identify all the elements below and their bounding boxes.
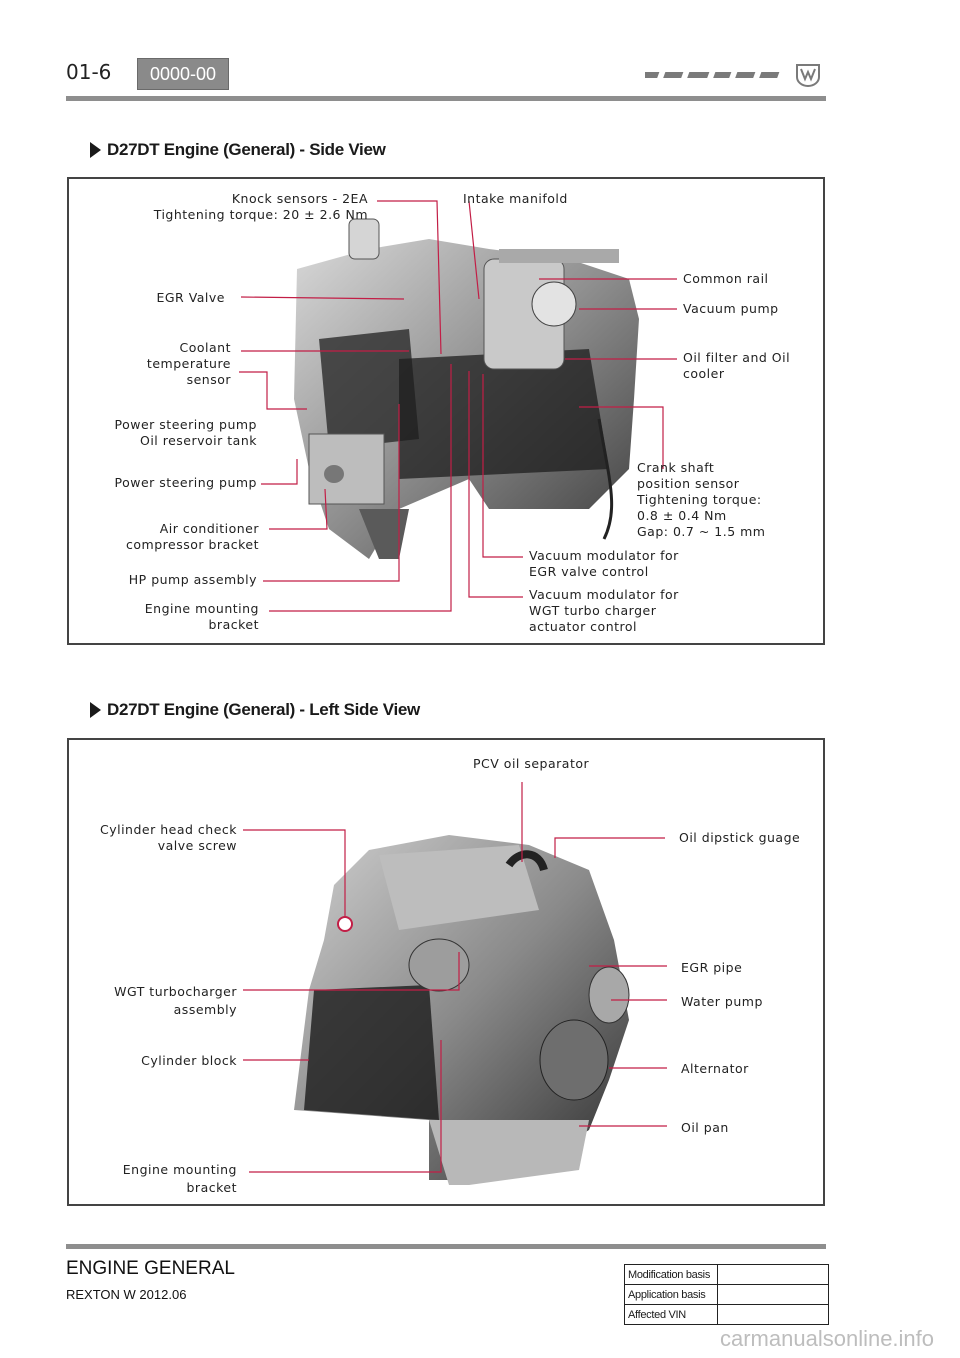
label-crank-1: Crank shaft — [637, 460, 715, 475]
label-mount-1: Engine mounting — [144, 601, 259, 616]
table-value — [718, 1265, 829, 1285]
table-row — [625, 1265, 829, 1285]
label-cylinder-block: Cylinder block — [141, 1053, 237, 1068]
ssangyong-emblem-icon — [797, 65, 819, 86]
table-key: Affected VIN — [625, 1305, 718, 1325]
label-coolant-1: Coolant — [179, 340, 231, 355]
label-ps-tank-2: Oil reservoir tank — [139, 433, 257, 448]
table-key: Application basis — [625, 1285, 718, 1305]
section1-title-text: D27DT Engine (General) - Side View — [107, 140, 386, 159]
table-row — [625, 1285, 829, 1305]
label-coolant-2: temperature — [146, 356, 231, 371]
label-ac-1: Air conditioner — [159, 521, 259, 536]
section-code-badge: 0000-00 — [137, 58, 229, 90]
label-wgt-1: WGT turbocharger — [114, 984, 237, 999]
label-egr-valve: EGR Valve — [156, 290, 225, 305]
label-crank-3: Tightening torque: — [637, 492, 762, 507]
label-vac-egr-2: EGR valve control — [529, 564, 649, 579]
label-vac-wgt-3: actuator control — [529, 619, 638, 634]
section2-title-text: D27DT Engine (General) - Left Side View — [107, 700, 420, 719]
bullet-triangle-icon — [90, 142, 101, 158]
page-number: 01-6 — [66, 60, 112, 84]
label-hp-pump: HP pump assembly — [128, 572, 257, 587]
leader-ps-pump — [261, 459, 297, 484]
left-side-view-figure — [67, 738, 825, 1206]
label-ac-2: compressor bracket — [126, 537, 259, 552]
label-crank-5: Gap: 0.7 ~ 1.5 mm — [637, 524, 766, 539]
label-mount-1: Engine mounting — [122, 1162, 237, 1177]
label-cyl-head-2: valve screw — [157, 838, 237, 853]
label-vac-wgt-2: WGT turbo charger — [529, 603, 657, 618]
header-rule — [66, 96, 826, 101]
watermark: carmanualsonline.info — [720, 1326, 935, 1351]
rexton-logo — [645, 62, 825, 88]
label-vac-wgt-1: Vacuum modulator for — [529, 587, 679, 602]
label-vacuum-pump: Vacuum pump — [683, 301, 779, 316]
label-egr-pipe: EGR pipe — [681, 960, 743, 975]
section2-title — [90, 700, 420, 720]
label-crank-4: 0.8 ± 0.4 Nm — [637, 508, 727, 523]
table-row — [625, 1305, 829, 1325]
label-oil-filter-2: cooler — [683, 366, 725, 381]
label-pcv-oil-separator: PCV oil separator — [473, 756, 590, 771]
table-value — [718, 1285, 829, 1305]
label-mount-2: bracket — [208, 617, 259, 632]
label-oil-dipstick: Oil dipstick guage — [679, 830, 801, 845]
label-mount-2: bracket — [186, 1180, 237, 1195]
label-knock-torque: Tightening torque: 20 ± 2.6 Nm — [153, 207, 368, 222]
leader-cyl-head — [243, 830, 345, 918]
label-intake-manifold: Intake manifold — [463, 191, 568, 206]
label-oil-filter-1: Oil filter and Oil — [683, 350, 791, 365]
side-view-figure — [67, 177, 825, 645]
label-alternator: Alternator — [681, 1061, 749, 1076]
footer-rule — [66, 1244, 826, 1249]
label-ps-pump: Power steering pump — [114, 475, 257, 490]
label-cyl-head-1: Cylinder head check — [99, 822, 237, 837]
table-key: Modification basis — [625, 1265, 718, 1285]
label-wgt-2: assembly — [173, 1002, 237, 1017]
label-water-pump: Water pump — [681, 994, 763, 1009]
revision-info-table — [624, 1264, 829, 1325]
label-knock-sensors: Knock sensors - 2EA — [231, 191, 368, 206]
label-coolant-3: sensor — [186, 372, 231, 387]
footer-title: ENGINE GENERAL — [66, 1258, 235, 1279]
label-vac-egr-1: Vacuum modulator for — [529, 548, 679, 563]
label-ps-tank-1: Power steering pump — [114, 417, 257, 432]
label-oil-pan: Oil pan — [681, 1120, 729, 1135]
leader-dipstick — [555, 838, 665, 858]
section1-title — [90, 140, 386, 160]
label-common-rail: Common rail — [683, 271, 769, 286]
bullet-triangle-icon — [90, 702, 101, 718]
label-crank-2: position sensor — [637, 476, 740, 491]
footer-subtitle: REXTON W 2012.06 — [66, 1287, 187, 1302]
table-value — [718, 1305, 829, 1325]
